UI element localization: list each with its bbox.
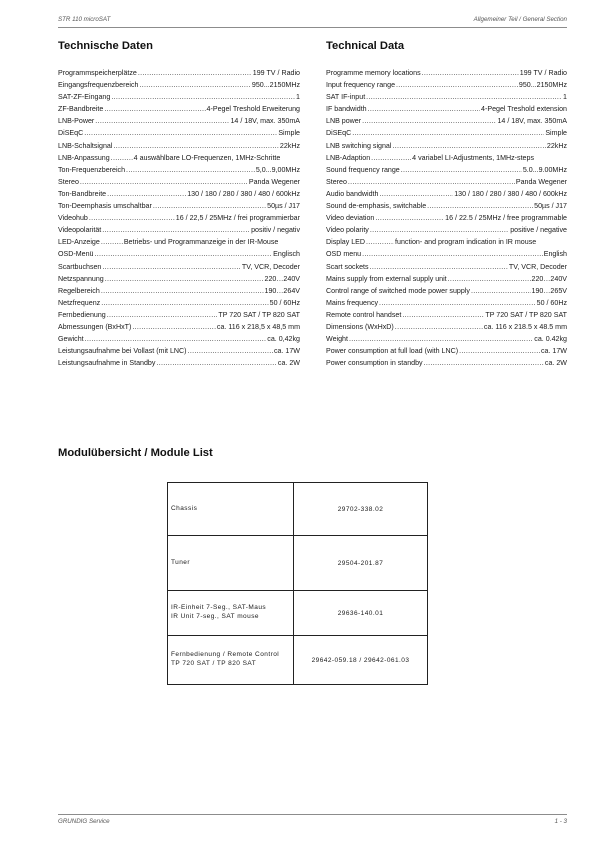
spec-row: Videohub ..... 16 / 22,5 / 25MHz / frei programmierbar: [58, 212, 300, 224]
spec-row: Dimensions (WxHxD) ..... ca. 116 x 218.5 x 48.5 mm: [326, 321, 567, 333]
header-section: Allgemeiner Teil / General Section: [473, 16, 567, 23]
spec-row: Leistungsaufnahme in Standby ..... ca. 2W: [58, 357, 300, 369]
spec-row: LNB power ..... 14 / 18V, max. 350mA: [326, 115, 567, 127]
spec-row: IF bandwidth ..... 4-Pegel Treshold extension: [326, 103, 567, 115]
module-code: 29504-201.87: [294, 536, 428, 591]
spec-row: Ton-Deemphasis umschaltbar ..... 50µs / J17: [58, 200, 300, 212]
spec-row: Mains supply from external supply unit ..... 220…240V: [326, 273, 567, 285]
module-name: IR-Einheit 7-Seg., SAT-Maus IR Unit 7-seg., SAT mouse: [168, 591, 294, 636]
spec-row: Weight ..... ca. 0.42kg: [326, 333, 567, 345]
spec-list-english: [326, 67, 567, 369]
spec-row: Mains frequency ..... 50 / 60Hz: [326, 297, 567, 309]
spec-row: LNB switching signal ..... 22kHz: [326, 140, 567, 152]
module-name: Chassis: [168, 483, 294, 536]
spec-row: Scartbuchsen ..... TV, VCR, Decoder: [58, 261, 300, 273]
table-row: [168, 483, 428, 536]
spec-row: SAT IF-input ..... 1: [326, 91, 567, 103]
spec-row: Gewicht ..... ca. 0,42kg: [58, 333, 300, 345]
module-code: 29702-338.02: [294, 483, 428, 536]
title-module-list: Modulübersicht / Module List: [58, 447, 213, 459]
spec-row: Regelbereich ..... 190…264V: [58, 285, 300, 297]
spec-row: Stereo ..... Panda Wegener: [326, 176, 567, 188]
page-number: 1 - 3: [554, 818, 567, 825]
spec-row: Power consumption in standby ..... ca. 2W: [326, 357, 567, 369]
page-footer: [58, 814, 567, 828]
spec-list-german: [58, 67, 300, 369]
spec-row: Stereo ..... Panda Wegener: [58, 176, 300, 188]
spec-row: Power consumption at full load (with LNC) ..... ca. 17W: [326, 345, 567, 357]
table-row: [168, 636, 428, 685]
spec-row: LNB-Anpassung ..... 4 auswählbare LO-Frequenzen, 1MHz-Schritte: [58, 152, 300, 164]
module-name: Tuner: [168, 536, 294, 591]
spec-row: OSD menu ..... English: [326, 248, 567, 260]
module-code: 29636-140.01: [294, 591, 428, 636]
spec-row: DiSEqC ..... Simple: [58, 127, 300, 139]
header-model: STR 110 microSAT: [58, 16, 111, 23]
spec-row: Abmessungen (BxHxT) ..... ca. 116 x 218,5 x 48,5 mm: [58, 321, 300, 333]
spec-row: Scart sockets ..... TV, VCR, Decoder: [326, 261, 567, 273]
spec-row: ZF-Bandbreite ..... 4-Pegel Treshold Erweiterung: [58, 103, 300, 115]
spec-row: OSD-Menü ..... Englisch: [58, 248, 300, 260]
spec-row: Netzspannung ..... 220…240V: [58, 273, 300, 285]
table-row: [168, 591, 428, 636]
spec-row: Audio bandwidth ..... 130 / 180 / 280 / 380 / 480 / 600kHz: [326, 188, 567, 200]
page-header: [58, 14, 567, 28]
spec-row: Sound de-emphasis, switchable ..... 50µs / J17: [326, 200, 567, 212]
spec-row: LNB-Power ..... 14 / 18V, max. 350mA: [58, 115, 300, 127]
spec-row: Fernbedienung ..... TP 720 SAT / TP 820 SAT: [58, 309, 300, 321]
spec-row: DiSEqC ..... Simple: [326, 127, 567, 139]
title-technische-daten: Technische Daten: [58, 40, 153, 52]
spec-row: Display LED ..... function- and program indication in IR mouse: [326, 236, 567, 248]
spec-row: Netzfrequenz ..... 50 / 60Hz: [58, 297, 300, 309]
spec-row: Ton-Frequenzbereich ..... 5,0...9,00MHz: [58, 164, 300, 176]
footer-brand: GRUNDIG Service: [58, 818, 110, 825]
spec-row: Eingangsfrequenzbereich ..... 950...2150MHz: [58, 79, 300, 91]
spec-row: Ton-Bandbreite ..... 130 / 180 / 280 / 380 / 480 / 600kHz: [58, 188, 300, 200]
spec-row: Remote control handset ..... TP 720 SAT / TP 820 SAT: [326, 309, 567, 321]
spec-row: LNB-Schaltsignal ..... 22kHz: [58, 140, 300, 152]
spec-row: Programme memory locations ..... 199 TV / Radio: [326, 67, 567, 79]
module-table: [167, 482, 428, 685]
table-row: [168, 536, 428, 591]
module-name: Fernbedienung / Remote Control TP 720 SAT / TP 820 SAT: [168, 636, 294, 685]
spec-row: Sound frequency range ..... 5.0...9.00MHz: [326, 164, 567, 176]
spec-row: Programmspeicherplätze ..... 199 TV / Radio: [58, 67, 300, 79]
spec-row: SAT-ZF-Eingang ..... 1: [58, 91, 300, 103]
spec-row: Leistungsaufnahme bei Vollast (mit LNC) ..... ca. 17W: [58, 345, 300, 357]
module-code: 29642-059.18 / 29642-061.03: [294, 636, 428, 685]
spec-row: Video deviation ..... 16 / 22.5 / 25MHz / free programmable: [326, 212, 567, 224]
spec-row: Control range of switched mode power supply ..... 190…265V: [326, 285, 567, 297]
spec-row: Video polarity ..... positive / negative: [326, 224, 567, 236]
spec-row: LED-Anzeige ..... Betriebs- und Programmanzeige in der IR-Mouse: [58, 236, 300, 248]
title-technical-data: Technical Data: [326, 40, 405, 52]
spec-row: LNB-Adaption ..... 4 variabel LI-Adjustments, 1MHz-steps: [326, 152, 567, 164]
spec-row: Videopolarität ..... positiv / negativ: [58, 224, 300, 236]
spec-row: Input frequency range ..... 950...2150MHz: [326, 79, 567, 91]
